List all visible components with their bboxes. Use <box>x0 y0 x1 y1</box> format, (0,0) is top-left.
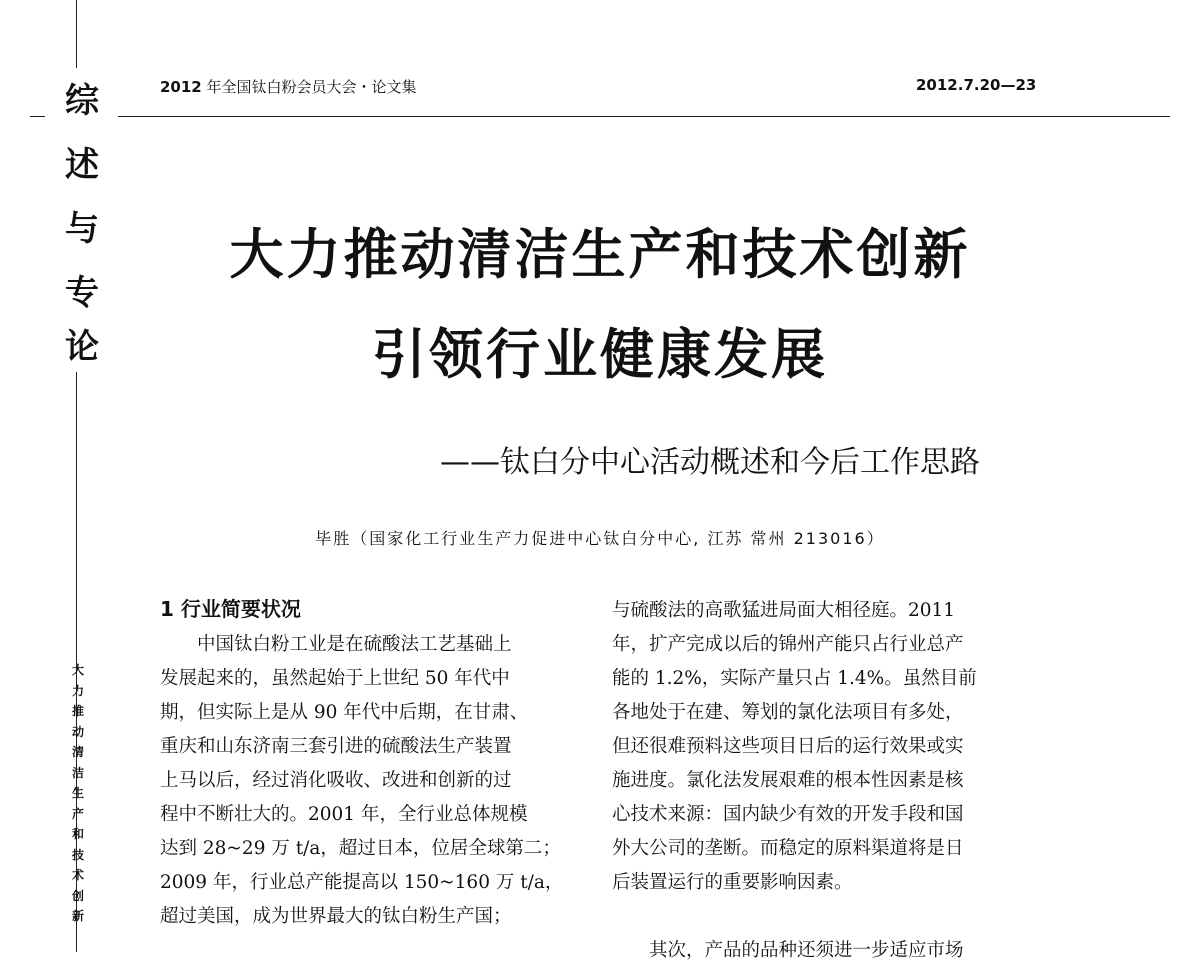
header-rule-left-tick <box>30 116 45 117</box>
header-rule <box>118 116 1170 117</box>
body-line: 发展起来的，虽然起始于上世纪 50 年代中 <box>160 668 510 689</box>
running-header-left <box>160 76 417 97</box>
spine-char: 洁 <box>71 765 84 780</box>
spine-char: 创 <box>71 888 84 903</box>
body-line: 后装置运行的重要影响因素。 <box>612 872 853 893</box>
spine-char: 推 <box>71 704 84 718</box>
spine-char: 技 <box>71 847 84 862</box>
body-line: 心技术来源：国内缺少有效的开发手段和国 <box>612 804 964 825</box>
spine-char: 清 <box>71 745 84 759</box>
title-line-1: 大力推动清洁生产和技术创新 <box>229 223 971 286</box>
spine-char: 生 <box>71 786 84 800</box>
title-line-2: 引领行业健康发展 <box>372 323 828 386</box>
body-line: 期，但实际上是从 90 年代中后期，在甘肃、 <box>160 702 529 723</box>
body-line: 其次，产品的品种还须进一步适应市场 <box>612 940 964 961</box>
running-header-date: 2012.7.20—23 <box>916 76 1037 94</box>
body-line: 但还很难预料这些项目日后的运行效果或实 <box>612 736 964 757</box>
body-line: 年，扩产完成以后的锦州产能只占行业总产 <box>612 634 964 655</box>
body-line: 上马以后，经过消化吸收、改进和创新的过 <box>160 770 512 791</box>
side-label-char: 述 <box>65 145 99 185</box>
body-line: 与硫酸法的高歌猛进局面大相径庭。2011 <box>612 600 956 621</box>
body-line: 程中不断壮大的。2001 年，全行业总体规模 <box>160 804 528 825</box>
right-column <box>612 594 977 968</box>
spine-char: 力 <box>71 683 84 698</box>
side-label-char: 与 <box>65 209 99 249</box>
body-line: 超过美国，成为世界最大的钛白粉生产国； <box>160 906 512 927</box>
body-line: 各地处于在建、筹划的氯化法项目有多处， <box>612 702 964 723</box>
spine-title <box>60 660 96 927</box>
side-label-char: 综 <box>65 81 99 121</box>
header-proceedings-title: 年全国钛白粉会员大会・论文集 <box>201 78 417 96</box>
spine-char: 和 <box>71 827 84 841</box>
body-line <box>612 900 977 934</box>
spine-char: 新 <box>71 909 84 923</box>
spine-char: 大 <box>71 663 84 677</box>
author-affiliation: 毕胜（国家化工行业生产力促进中心钛白分中心, 江苏 常州 213016） <box>315 529 885 548</box>
spine-char: 产 <box>71 806 84 821</box>
section-heading: 1 行业简要状况 <box>160 597 301 621</box>
spine-char: 动 <box>71 724 84 739</box>
body-line: 重庆和山东济南三套引进的硫酸法生产装置 <box>160 736 512 757</box>
side-label-char: 论 <box>65 327 99 367</box>
spine-char: 术 <box>71 868 84 882</box>
body-line: 能的 1.2%，实际产量只占 1.4%。虽然目前 <box>612 668 977 689</box>
body-line: 达到 28~29 万 t/a，超过日本，位居全球第二； <box>160 838 561 859</box>
body-line: 外大公司的垄断。而稳定的原料渠道将是日 <box>612 838 964 859</box>
left-column <box>160 628 563 934</box>
body-line: 2009 年，行业总产能提高以 150~160 万 t/a， <box>160 872 564 893</box>
body-line: 中国钛白粉工业是在硫酸法工艺基础上 <box>160 634 512 655</box>
header-year: 2012 <box>160 78 202 96</box>
margin-rule-top <box>76 0 77 68</box>
subtitle: ——钛白分中心活动概述和今后工作思路 <box>440 445 980 480</box>
side-label-char: 专 <box>65 273 99 313</box>
body-line: 施进度。氯化法发展艰难的根本性因素是核 <box>612 770 964 791</box>
